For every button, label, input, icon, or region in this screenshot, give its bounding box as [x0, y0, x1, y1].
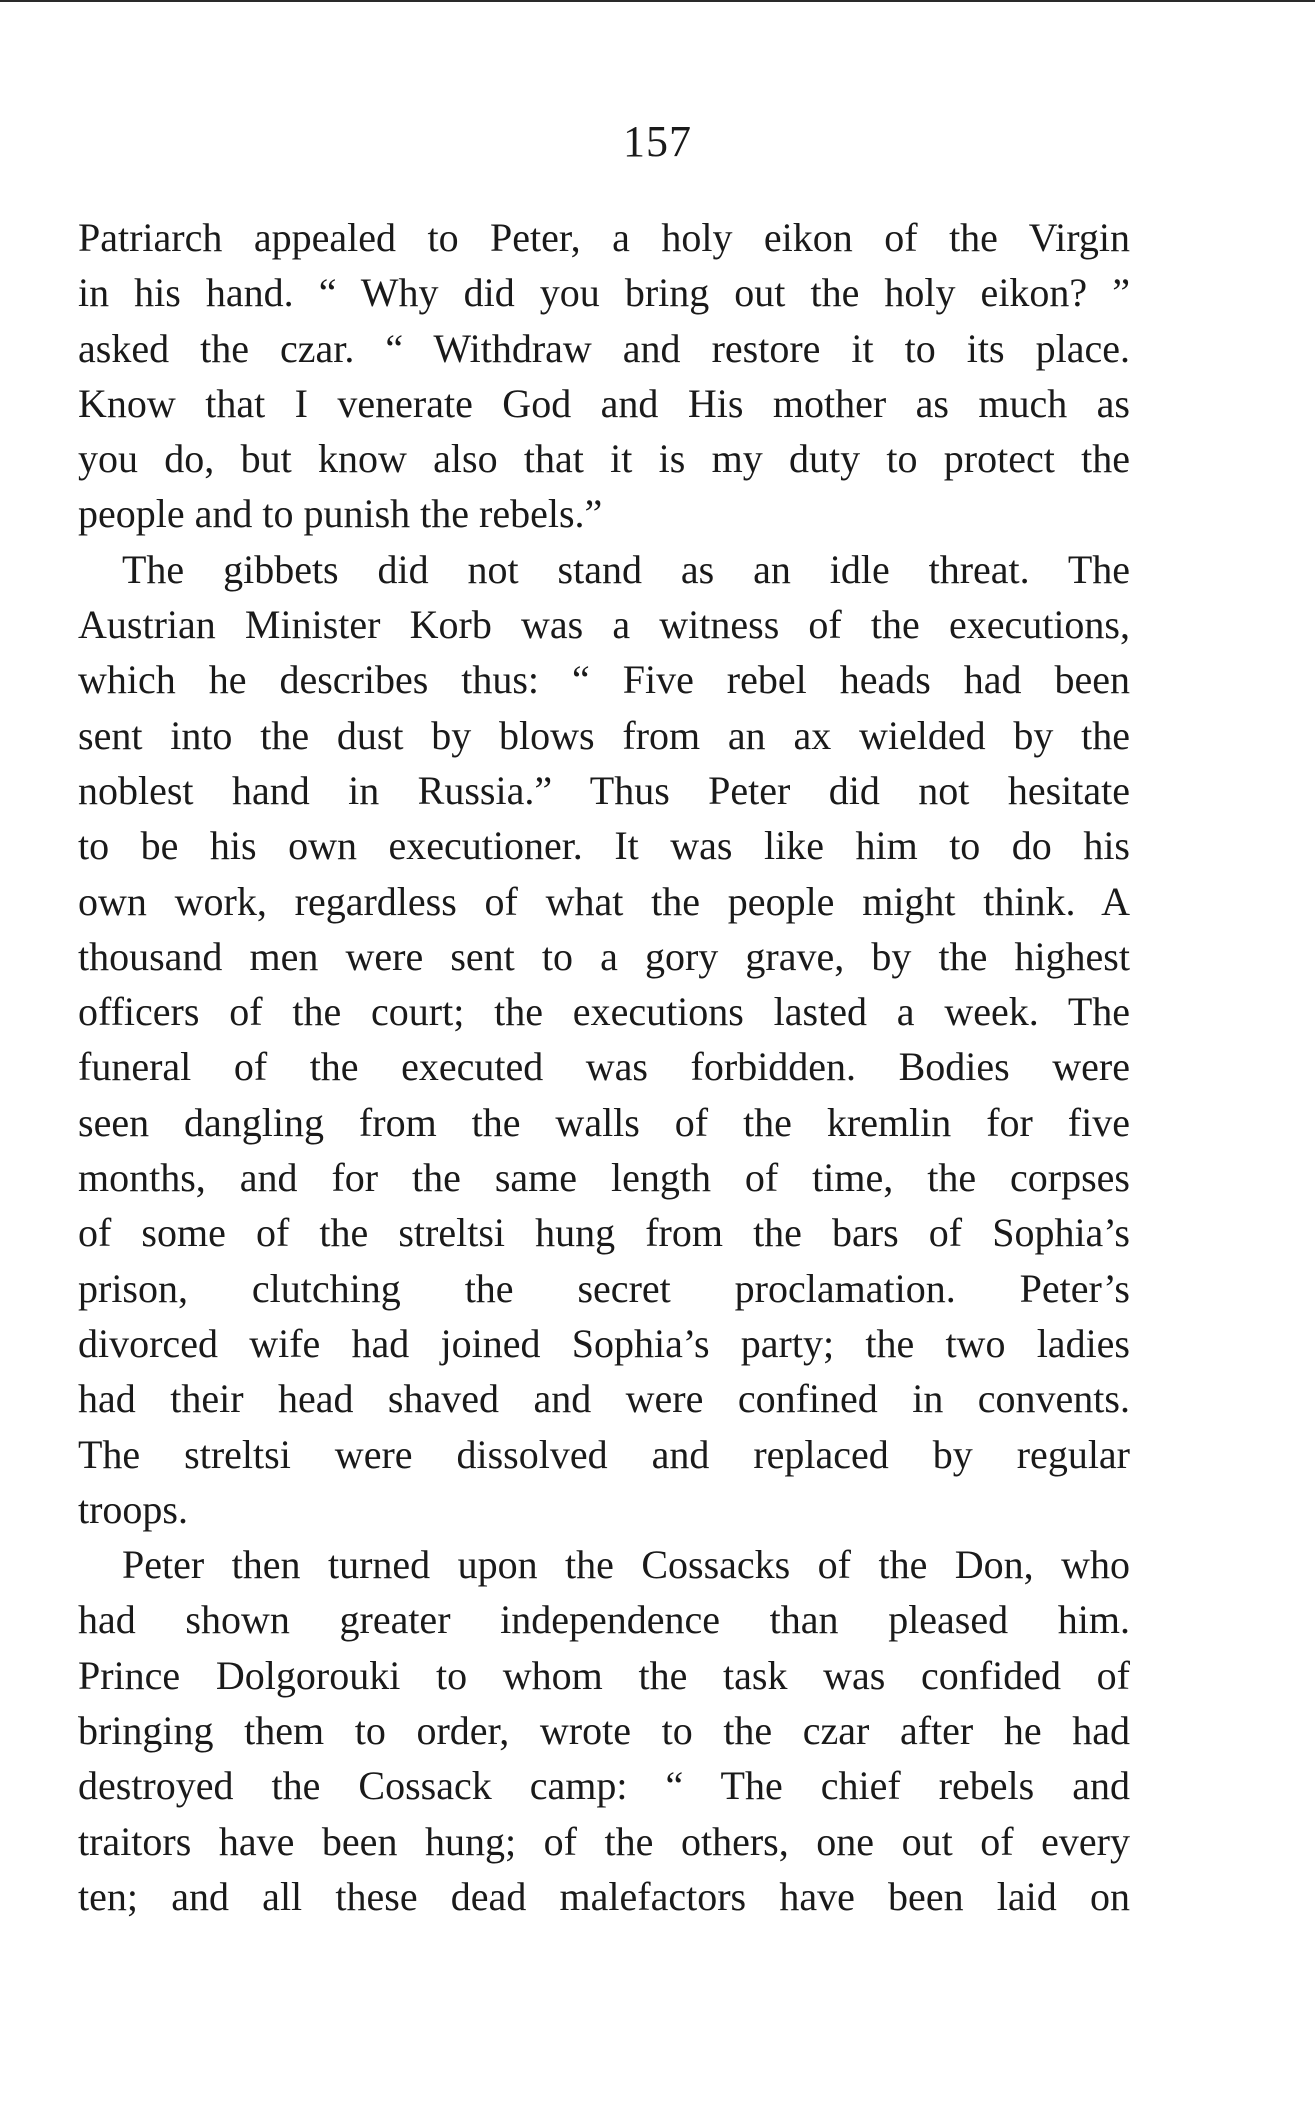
text-line: divorced wife had joined Sophia’s party; the two ladies — [78, 1320, 1130, 1366]
text-line: ten; and all these dead malefactors have been laid on — [78, 1873, 1130, 1919]
text-line: asked the czar. “ Withdraw and restore it to its place. — [78, 325, 1130, 371]
text-line: of some of the streltsi hung from the bars of Sophia’s — [78, 1210, 1130, 1256]
text-line: you do, but know also that it is my duty to protect the — [78, 436, 1130, 482]
text-line: The streltsi were dissolved and replaced by regular — [78, 1431, 1130, 1477]
text-line: had their head shaved and were confined in convents. — [78, 1376, 1130, 1422]
page-number: 157 — [623, 117, 692, 166]
text-line: Peter then turned upon the Cossacks of the Don, who — [122, 1542, 1130, 1588]
text-line: The gibbets did not stand as an idle threat. The — [122, 546, 1130, 592]
text-line: seen dangling from the walls of the kremlin for five — [78, 1099, 1130, 1145]
text-line: prison, clutching the secret proclamation. Peter’s — [78, 1265, 1130, 1311]
text-line: thousand men were sent to a gory grave, by the highest — [78, 933, 1130, 979]
body-text — [78, 210, 1130, 1924]
text-line: Prince Dolgorouki to whom the task was confided of — [78, 1652, 1130, 1698]
text-line: had shown greater independence than pleased him. — [78, 1597, 1130, 1643]
text-line: own work, regardless of what the people might think. A — [78, 878, 1130, 924]
text-line: officers of the court; the executions lasted a week. The — [78, 989, 1130, 1035]
text-line: funeral of the executed was forbidden. Bodies were — [78, 1044, 1130, 1090]
text-line: Austrian Minister Korb was a witness of the executions, — [78, 602, 1130, 648]
text-line: troops. — [78, 1486, 188, 1532]
text-line: Patriarch appealed to Peter, a holy eikon of the Virgin — [78, 215, 1130, 260]
text-line: destroyed the Cossack camp: “ The chief rebels and — [78, 1763, 1130, 1809]
text-line: Know that I venerate God and His mother as much as — [78, 380, 1130, 426]
text-line: in his hand. “ Why did you bring out the holy eikon? ” — [78, 270, 1130, 316]
text-line: people and to punish the rebels.” — [78, 491, 603, 537]
top-edge-rule — [0, 0, 1315, 6]
text-line: noblest hand in Russia.” Thus Peter did not hesitate — [78, 767, 1130, 813]
text-line: which he describes thus: “ Five rebel heads had been — [78, 657, 1130, 703]
text-line: sent into the dust by blows from an ax wielded by the — [78, 712, 1130, 758]
text-line: months, and for the same length of time, the corpses — [78, 1155, 1130, 1201]
text-line: traitors have been hung; of the others, one out of every — [78, 1818, 1130, 1864]
text-line: bringing them to order, wrote to the czar after he had — [78, 1708, 1130, 1754]
text-line: to be his own executioner. It was like him to do his — [78, 823, 1130, 869]
